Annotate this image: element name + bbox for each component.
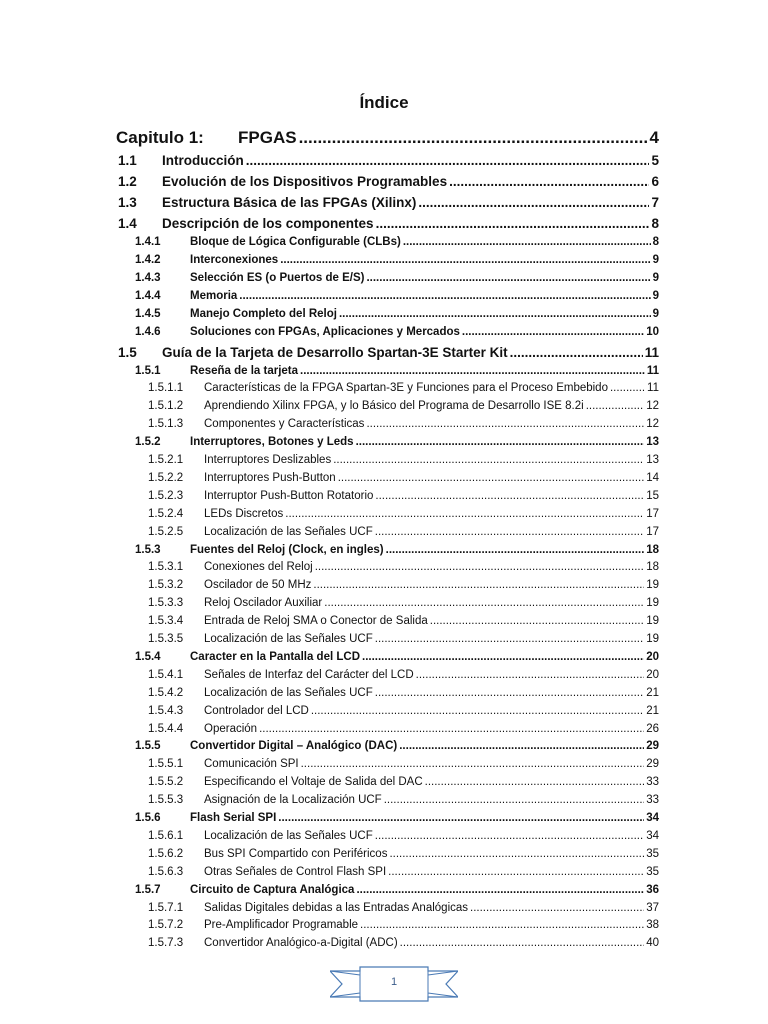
toc-entry-title: Soluciones con FPGAs, Aplicaciones y Mercados [190, 325, 460, 338]
toc-entry[interactable] [148, 669, 659, 681]
toc-entry-page: 5 [651, 153, 659, 168]
toc-entry[interactable] [135, 254, 659, 266]
toc-entry[interactable] [135, 236, 659, 248]
toc-entry-number: 1.5.3.5 [148, 633, 184, 645]
toc-entry-title: Características de la FPGA Spartan-3E y Funciones para el Proceso Embebido [204, 382, 608, 395]
toc-entry-number: 1.5.3.4 [148, 615, 184, 628]
toc-entry[interactable] [148, 830, 659, 842]
toc-entry-number: 1.4 [118, 216, 137, 231]
toc-entry-title: Interruptor Push-Button Rotatorio [204, 489, 374, 502]
toc-entry[interactable] [148, 561, 659, 573]
toc-entry-page: 9 [652, 271, 659, 284]
toc-entry[interactable] [148, 919, 659, 931]
toc-entry-number: 1.5.2.4 [148, 507, 184, 520]
toc-dot-leader [375, 687, 644, 699]
toc-entry-title: Especificando el Voltaje de Salida del DAC [204, 776, 423, 789]
toc-entry-number: 1.4.5 [135, 307, 161, 320]
toc-entry-title: Otras Señales de Control Flash SPI [204, 865, 387, 878]
toc-entry-page: 9 [652, 307, 659, 320]
toc-entry-page: 19 [646, 597, 659, 610]
toc-entry[interactable] [135, 740, 659, 752]
toc-entry-number: 1.5.2.3 [148, 489, 184, 502]
toc-entry-page: 34 [646, 812, 659, 824]
toc-entry-number: 1.5.3.2 [148, 579, 184, 592]
toc-entry-title: Señales de Interfaz del Carácter del LCD [204, 668, 414, 681]
toc-entry-page: 11 [644, 344, 659, 360]
toc-dot-leader [388, 866, 644, 878]
toc-entry-number: 1.5.4.2 [148, 686, 184, 699]
toc-entry[interactable] [135, 290, 659, 302]
toc-dot-leader [356, 884, 644, 896]
toc-entry-number: 1.4.4 [135, 289, 161, 302]
toc-entry-title: Interconexiones [190, 253, 279, 266]
toc-entry-page: 29 [646, 740, 659, 753]
toc-entry[interactable] [135, 544, 659, 556]
toc-entry-number: 1.3 [118, 195, 137, 210]
toc-entry-number: 1.5.5.2 [148, 776, 184, 789]
toc-dot-leader [311, 705, 644, 717]
toc-entry[interactable] [148, 454, 659, 466]
toc-entry-title: Localización de las Señales UCF [204, 525, 373, 538]
toc-dot-leader [586, 400, 645, 412]
toc-entry[interactable] [148, 687, 659, 699]
toc-entry-number: 1.5.7.3 [148, 937, 184, 950]
toc-dot-leader [610, 382, 645, 394]
toc-entry-number: 1.4.2 [135, 253, 161, 266]
toc-entry-page: 9 [652, 289, 659, 302]
toc-dot-leader [239, 290, 650, 302]
toc-entry-title: Evolución de los Dispositivos Programables [162, 174, 448, 189]
toc-entry-page: 21 [646, 704, 659, 717]
toc-dot-leader [430, 615, 644, 627]
toc-entry-page: 37 [646, 901, 659, 914]
toc-entry-number: 1.5.2 [135, 436, 161, 449]
toc-entry-title: Convertidor Analógico-a-Digital (ADC) [204, 937, 398, 950]
toc-entry-page: 7 [651, 195, 659, 210]
toc-dot-leader [375, 633, 644, 645]
toc-entry[interactable] [135, 884, 659, 896]
toc-dot-leader [389, 848, 644, 860]
toc-dot-leader [360, 919, 644, 931]
toc-dot-leader [278, 812, 644, 824]
toc-entry-number: 1.5.1.2 [148, 400, 184, 413]
toc-entry-number: 1.5.1.3 [148, 418, 184, 431]
toc-entry-number: 1.5.2.1 [148, 454, 184, 466]
toc-entry[interactable] [135, 436, 659, 448]
toc-entry-page: 38 [646, 919, 659, 932]
toc-entry-title: Interruptores, Botones y Leds [190, 436, 354, 449]
toc-entry-number: 1.5.2.2 [148, 471, 184, 484]
toc-entry-page: 12 [646, 400, 659, 413]
toc-entry[interactable] [148, 490, 659, 502]
toc-entry-title: Conexiones del Reloj [204, 561, 313, 574]
toc-entry-number: 1.5.7.2 [148, 919, 184, 932]
toc-dot-leader [386, 544, 645, 556]
toc-entry-page: 12 [646, 418, 659, 431]
toc-entry[interactable] [148, 400, 659, 412]
toc-entry-page: 14 [646, 471, 659, 484]
toc-dot-leader [246, 153, 650, 168]
toc-entry[interactable] [148, 937, 659, 949]
toc-dot-leader [333, 454, 644, 466]
toc-entry[interactable] [148, 723, 659, 735]
toc-entry-title: Flash Serial SPI [190, 812, 277, 824]
toc-entry-number: 1.5.1 [135, 364, 161, 377]
toc-entry-title: Estructura Básica de las FPGAs (Xilinx) [162, 195, 417, 210]
toc-dot-leader [462, 326, 644, 338]
toc-dot-leader [416, 669, 645, 681]
toc-dot-leader [285, 508, 644, 520]
toc-entry-page: 8 [651, 216, 659, 231]
toc-entry-page: 9 [652, 253, 659, 266]
toc-entry-page: 35 [646, 865, 659, 878]
toc-dot-leader [375, 490, 644, 502]
toc-entry-title: Introducción [162, 153, 244, 168]
toc-entry-title: Fuentes del Reloj (Clock, en ingles) [190, 543, 384, 556]
toc-dot-leader [384, 794, 644, 806]
toc-entry-number: 1.1 [118, 153, 137, 168]
toc-dot-leader [339, 308, 651, 320]
toc-entry[interactable] [148, 866, 659, 878]
toc-entry-number: 1.4.3 [135, 271, 161, 284]
toc-dot-leader [362, 651, 644, 663]
toc-entry[interactable] [116, 128, 659, 148]
toc-entry[interactable] [148, 526, 659, 538]
toc-entry-page: 15 [646, 489, 659, 502]
toc-dot-leader [449, 174, 649, 189]
toc-dot-leader [425, 776, 645, 788]
toc-entry-title: Interruptores Push-Button [204, 471, 336, 484]
toc-entry-number: 1.5.1.1 [148, 382, 184, 395]
toc-dot-leader [366, 272, 650, 284]
toc-entry-title: Descripción de los componentes [162, 216, 374, 231]
toc-entry-number: 1.5.5 [135, 740, 161, 753]
toc-entry-page: 29 [646, 758, 659, 771]
toc-entry-page: 33 [646, 794, 659, 807]
toc-dot-leader [470, 902, 644, 914]
toc-entry-title: Entrada de Reloj SMA o Conector de Salida [204, 615, 428, 628]
toc-entry[interactable] [148, 776, 659, 788]
toc-dot-leader [300, 365, 645, 377]
toc-entry-number: 1.5.6.1 [148, 829, 184, 842]
toc-entry-title: LEDs Discretos [204, 507, 284, 520]
toc-dot-leader [324, 597, 644, 609]
toc-dot-leader [338, 472, 645, 484]
toc-entry-title: Salidas Digitales debidas a las Entradas Analógicas [204, 901, 469, 914]
toc-entry-number: 1.2 [118, 174, 137, 189]
toc-entry-title: Controlador del LCD [204, 704, 309, 717]
toc-entry-number: 1.5.3.1 [148, 561, 184, 574]
toc-entry-number: 1.5.5.3 [148, 794, 184, 807]
toc-dot-leader [259, 723, 644, 735]
toc-entry-page: 18 [646, 561, 659, 574]
toc-dot-leader [301, 758, 645, 770]
toc-entry[interactable] [135, 272, 659, 284]
toc-entry-title: Caracter en la Pantalla del LCD [190, 650, 361, 663]
toc-entry-title: Operación [204, 722, 258, 735]
toc-entry-page: 10 [646, 325, 659, 338]
toc-entry-title: Asignación de la Localización UCF [204, 794, 382, 807]
toc-entry-number: 1.5.6.2 [148, 847, 184, 860]
toc-entry-title: Localización de las Señales UCF [204, 686, 373, 699]
toc-dot-leader [510, 345, 643, 360]
toc-entry[interactable] [135, 365, 659, 377]
toc-entry[interactable] [148, 848, 659, 860]
toc-entry[interactable] [148, 579, 659, 591]
toc-dot-leader [376, 216, 650, 231]
toc-entry[interactable] [148, 382, 659, 394]
toc-entry-page: 20 [646, 668, 659, 681]
toc-entry-number: 1.5.2.5 [148, 525, 184, 538]
toc-dot-leader [403, 236, 651, 248]
toc-entry-page: 33 [646, 776, 659, 789]
toc-entry-page: 11 [647, 382, 659, 395]
toc-entry-page: 35 [646, 847, 659, 860]
toc-entry-number: 1.5.7 [135, 883, 161, 896]
toc-entry-page: 8 [652, 236, 659, 248]
toc-entry-page: 4 [649, 128, 659, 147]
toc-entry[interactable] [118, 345, 659, 360]
toc-entry[interactable] [118, 216, 659, 231]
toc-entry-title: Reloj Oscilador Auxiliar [204, 597, 323, 610]
toc-entry-number: 1.5.5.1 [148, 758, 184, 771]
toc-entry[interactable] [148, 705, 659, 717]
toc-dot-leader [356, 436, 645, 448]
toc-dot-leader [299, 128, 648, 148]
toc-entry-page: 18 [646, 543, 659, 556]
toc-entry-number: 1.5.4.1 [148, 668, 184, 681]
toc-entry-number: Capitulo 1: [116, 128, 204, 147]
toc-entry-number: 1.5.3 [135, 543, 161, 556]
toc-dot-leader [366, 418, 644, 430]
toc-entry-number: 1.5 [118, 344, 137, 360]
toc-entry[interactable] [118, 195, 659, 210]
toc-entry-page: 40 [646, 937, 659, 950]
toc-dot-leader [375, 526, 644, 538]
toc-entry-number: 1.5.3.3 [148, 597, 184, 610]
toc-entry-title: FPGAS [238, 128, 297, 147]
toc-entry-title: Componentes y Características [204, 418, 365, 431]
toc-entry-page: 17 [646, 525, 659, 538]
toc-entry-title: Convertidor Digital – Analógico (DAC) [190, 740, 398, 753]
toc-dot-leader [315, 561, 645, 573]
toc-entry-number: 1.5.4 [135, 650, 161, 663]
page-footer [330, 965, 458, 1003]
toc-entry-page: 19 [646, 615, 659, 628]
toc-entry-page: 17 [646, 507, 659, 520]
toc-entry-page: 20 [646, 650, 659, 663]
toc-entry-title: Selección ES (o Puertos de E/S) [190, 271, 365, 284]
toc-entry[interactable] [148, 508, 659, 520]
toc-entry-page: 11 [646, 364, 659, 377]
toc-entry[interactable] [148, 597, 659, 609]
toc-entry[interactable] [135, 651, 659, 663]
toc-entry-page: 34 [646, 829, 659, 842]
toc-entry[interactable] [148, 615, 659, 627]
toc-entry-page: 13 [646, 454, 659, 466]
toc-dot-leader [399, 740, 644, 752]
toc-dot-leader [400, 937, 645, 949]
toc-entry-title: Interruptores Deslizables [204, 454, 332, 466]
toc-entry-title: Manejo Completo del Reloj [190, 307, 337, 320]
toc-entry[interactable] [148, 794, 659, 806]
toc-entry-number: 1.4.1 [135, 236, 161, 248]
page-title: Índice [359, 93, 409, 112]
toc-entry-title: Oscilador de 50 MHz [204, 579, 312, 592]
toc-entry[interactable] [148, 902, 659, 914]
toc-entry-title: Reseña de la tarjeta [190, 364, 299, 377]
toc-entry-title: Bloque de Lógica Configurable (CLBs) [190, 236, 401, 248]
toc-entry[interactable] [148, 418, 659, 430]
toc-entry[interactable] [135, 326, 659, 338]
toc-entry-title: Comunicación SPI [204, 758, 299, 771]
toc-entry-page: 13 [646, 436, 659, 449]
toc-entry-title: Aprendiendo Xilinx FPGA, y lo Básico del Programa de Desarrollo ISE 8.2i [204, 400, 584, 413]
toc-entry[interactable] [148, 472, 659, 484]
toc-entry-number: 1.5.6 [135, 812, 161, 824]
toc-entry-title: Circuito de Captura Analógica [190, 883, 355, 896]
toc-entry-title: Bus SPI Compartido con Periféricos [204, 847, 388, 860]
toc-entry-title: Localización de las Señales UCF [204, 633, 373, 645]
toc-entry-title: Localización de las Señales UCF [204, 829, 373, 842]
toc-entry-page: 6 [651, 174, 659, 189]
toc-entry-page: 19 [646, 579, 659, 592]
toc-dot-leader [418, 195, 649, 210]
toc-entry-title: Memoria [190, 289, 238, 302]
toc-entry-number: 1.4.6 [135, 325, 161, 338]
toc-entry-title: Guía de la Tarjeta de Desarrollo Spartan-3E Starter Kit [162, 344, 508, 360]
toc-entry-page: 19 [646, 633, 659, 645]
toc-entry[interactable] [148, 633, 659, 645]
toc-entry-number: 1.5.6.3 [148, 865, 184, 878]
toc-entry-title: Pre-Amplificador Programable [204, 919, 359, 932]
toc-dot-leader [313, 579, 644, 591]
toc-entry[interactable] [118, 174, 659, 189]
toc-entry-page: 26 [646, 722, 659, 735]
toc-entry[interactable] [135, 308, 659, 320]
toc-dot-leader [375, 830, 644, 842]
page-number: 1 [390, 976, 398, 988]
toc-entry-page: 36 [646, 883, 659, 896]
toc-entry[interactable] [135, 812, 659, 824]
toc-entry-number: 1.5.4.4 [148, 722, 184, 735]
toc-entry[interactable] [118, 153, 659, 168]
toc-entry-page: 21 [646, 686, 659, 699]
toc-dot-leader [280, 254, 650, 266]
toc-entry-number: 1.5.4.3 [148, 704, 184, 717]
toc-entry-number: 1.5.7.1 [148, 901, 184, 914]
toc-entry[interactable] [148, 758, 659, 770]
